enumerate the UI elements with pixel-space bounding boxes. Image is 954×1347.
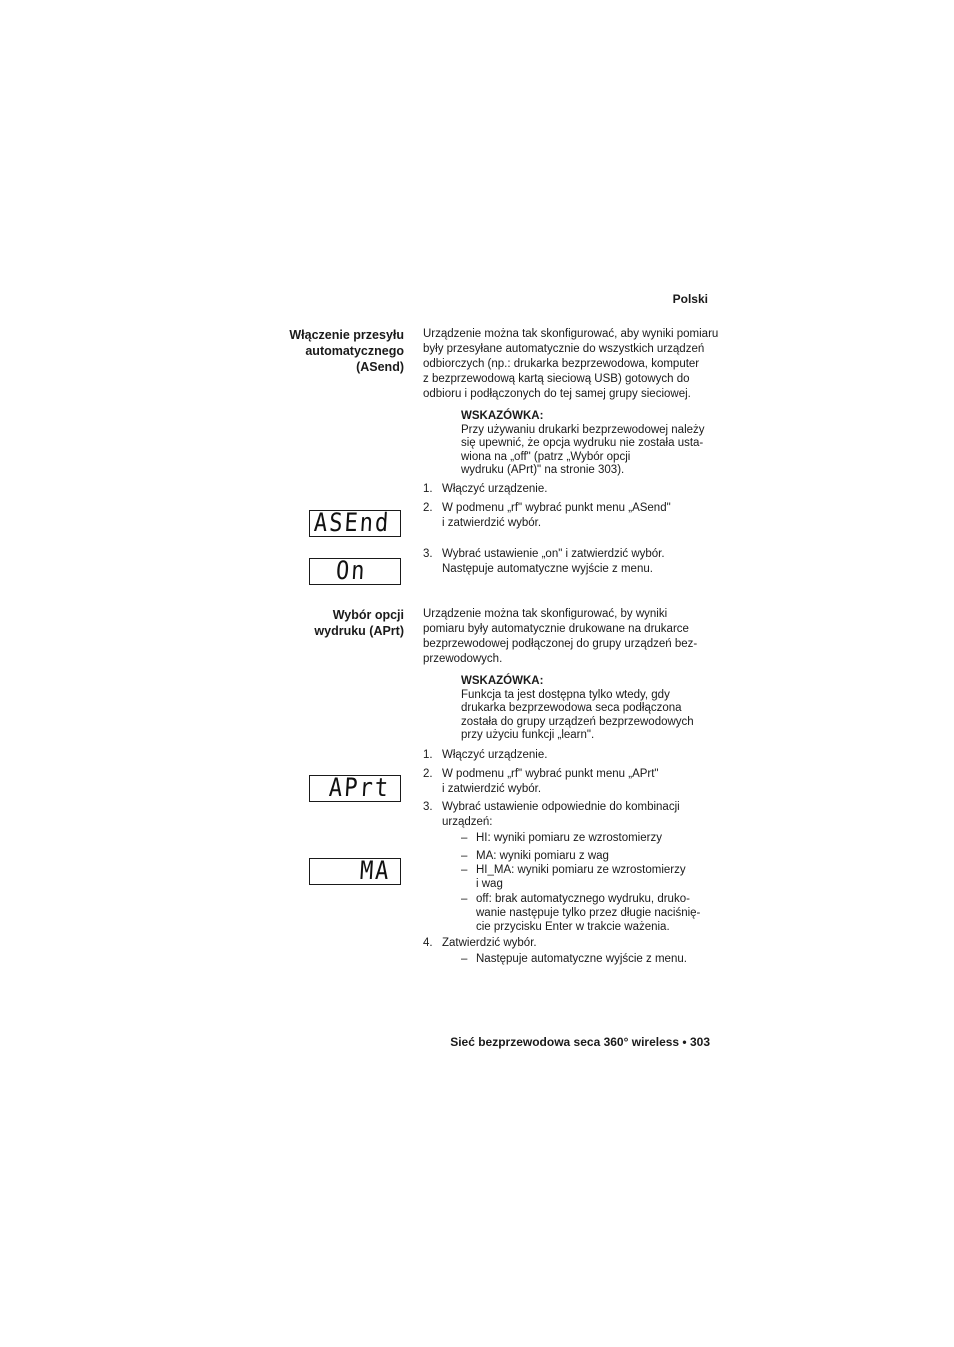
lcd-display-aprt: APrt [309,775,401,802]
lcd-display-on: On [309,558,401,585]
note-asend: WSKAZÓWKA: Przy używaniu drukarki bezprzewodowej należy się upewnić, że opcja wydruku nie została usta- wiona na „off" (patrz „Wybór opcji wydruku (APrt)" na stronie 303). [461,410,705,476]
section-heading-aprt: Wybór opcji wydruku (APrt) [314,608,404,638]
section-intro-asend: Urządzenie można tak skonfigurować, aby wyniki pomiaru były przesyłane automatycznie do wszystkich urządzeń odbiorczych (np.: drukarka bezprzewodowa, komputer z bezprzewodową kartą sieciową USB) gotowych do odbioru i podłączonych do tej samej grupy sieciowej. [423,328,719,400]
page-footer: Sieć bezprzewodowa seca 360° wireless • 303 [450,1035,710,1049]
note-aprt: WSKAZÓWKA: Funkcja ta jest dostępna tylko wtedy, gdy drukarka bezprzewodowa seca podłączona została do grupy urządzeń bezprzewodowych przy użyciu funkcji „learn". [461,675,694,741]
section-intro-aprt: Urządzenie można tak skonfigurować, by wyniki pomiaru były automatycznie drukowane na drukarce bezprzewodowej podłączonej do grupy urządzeń bez- przewodowych. [423,608,698,665]
lcd-display-asend: ASEnd [309,510,401,537]
lcd-display-ma: MA [309,858,401,885]
section-heading-asend: Włączenie przesyłu automatycznego (ASend) [289,328,404,374]
language-label: Polski [672,292,708,306]
